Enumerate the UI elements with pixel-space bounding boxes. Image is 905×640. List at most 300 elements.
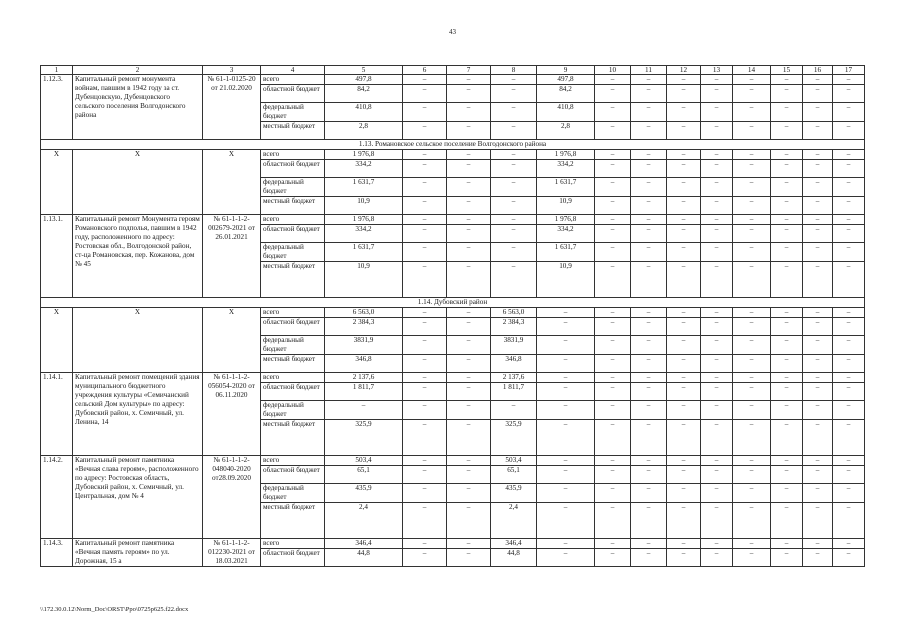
budget-label: областной бюджет (261, 466, 325, 484)
dash-col-9: – (537, 539, 595, 549)
value-col-5: 65,1 (325, 466, 403, 484)
dash-col-12: – (667, 466, 701, 484)
dash-col-13: – (701, 103, 733, 122)
dash-col-7: – (447, 85, 491, 103)
dash-col-11: – (631, 308, 667, 318)
dash-col-11: – (631, 103, 667, 122)
dash-col-7: – (447, 243, 491, 262)
value-col-5: 1 976,8 (325, 150, 403, 160)
dash-col-6: – (403, 178, 447, 197)
row-code: Х (41, 308, 73, 373)
document-number: № 61-1-0125-20 от 21.02.2020 (203, 75, 261, 140)
dash-col-10: – (595, 539, 631, 549)
value-col-9: 1 631,7 (537, 178, 595, 197)
dash-col-16: – (803, 85, 833, 103)
dash-col-11: – (631, 122, 667, 140)
dash-col-16: – (803, 456, 833, 466)
budget-label: областной бюджет (261, 549, 325, 567)
dash-col-15: – (771, 150, 803, 160)
dash-col-6: – (403, 503, 447, 539)
dash-col-15: – (771, 197, 803, 215)
dash-col-6: – (403, 122, 447, 140)
object-name: Х (73, 308, 203, 373)
value-col-9: 1 631,7 (537, 243, 595, 262)
dash-col-11: – (631, 85, 667, 103)
object-name: Капитальный ремонт Монумента героям Романовского подполья, павшим в 1942 году, расположенного по адресу: Ростовская обл., Волгодонской район, ст-ца Романовская, пер. Кожанова, дом № 45 (73, 215, 203, 298)
column-number-13: 13 (701, 66, 733, 75)
dash-col-11: – (631, 75, 667, 85)
column-number-8: 8 (491, 66, 537, 75)
dash-col-8: – (491, 178, 537, 197)
section-title: 1.14. Дубовский район (41, 298, 865, 308)
dash-col-16: – (803, 225, 833, 243)
budget-label: областной бюджет (261, 225, 325, 243)
dash-col-11: – (631, 539, 667, 549)
dash-col-7: – (447, 503, 491, 539)
dash-col-7: – (447, 355, 491, 373)
value-col-5: 1 631,7 (325, 243, 403, 262)
dash-col-12: – (667, 150, 701, 160)
dash-col-9: – (537, 308, 595, 318)
dash-col-16: – (803, 383, 833, 401)
dash-col-17: – (833, 336, 865, 355)
budget-label: местный бюджет (261, 197, 325, 215)
value-col-8: 6 563,0 (491, 308, 537, 318)
value-col-5: 2 137,6 (325, 373, 403, 383)
dash-col-6: – (403, 75, 447, 85)
dash-col-7: – (447, 178, 491, 197)
dash-col-10: – (595, 262, 631, 298)
dash-col-17: – (833, 103, 865, 122)
dash-col-10: – (595, 243, 631, 262)
dash-col-14: – (733, 225, 771, 243)
dash-col-14: – (733, 215, 771, 225)
dash-col-17: – (833, 503, 865, 539)
budget-label: местный бюджет (261, 262, 325, 298)
dash-col-10: – (595, 549, 631, 567)
dash-col-15: – (771, 336, 803, 355)
budget-label: местный бюджет (261, 503, 325, 539)
dash-col-13: – (701, 197, 733, 215)
dash-col-15: – (771, 178, 803, 197)
dash-col-11: – (631, 503, 667, 539)
dash-col-14: – (733, 549, 771, 567)
dash-col-6: – (403, 225, 447, 243)
dash-col-13: – (701, 503, 733, 539)
value-col-5: 10,9 (325, 262, 403, 298)
column-number-4: 4 (261, 66, 325, 75)
column-number-14: 14 (733, 66, 771, 75)
dash-col-9: – (537, 355, 595, 373)
column-number-1: 1 (41, 66, 73, 75)
value-col-8: 1 811,7 (491, 383, 537, 401)
dash-col-7: – (447, 197, 491, 215)
dash-col-11: – (631, 383, 667, 401)
document-number: № 61-1-1-2-012230-2021 от 18.03.2021 (203, 539, 261, 567)
dash-col-11: – (631, 150, 667, 160)
dash-col-7: – (447, 456, 491, 466)
value-col-8: 44,8 (491, 549, 537, 567)
dash-col-17: – (833, 466, 865, 484)
object-name: Капитальный ремонт памятника «Вечная слава героям», расположенного по адресу: Ростовская область, Дубовский район, х. Семичный, ул. Центральная, дом № 4 (73, 456, 203, 539)
dash-col-17: – (833, 197, 865, 215)
dash-col-14: – (733, 383, 771, 401)
budget-label: федеральный бюджет (261, 243, 325, 262)
dash-col-15: – (771, 549, 803, 567)
value-col-5: 503,4 (325, 456, 403, 466)
dash-col-12: – (667, 549, 701, 567)
dash-col-11: – (631, 178, 667, 197)
column-number-3: 3 (203, 66, 261, 75)
dash-col-11: – (631, 160, 667, 178)
dash-col-9: – (537, 420, 595, 456)
value-col-8: 3831,9 (491, 336, 537, 355)
dash-col-11: – (631, 225, 667, 243)
dash-col-10: – (595, 420, 631, 456)
value-col-9: 2,8 (537, 122, 595, 140)
dash-col-17: – (833, 215, 865, 225)
value-col-5: 3831,9 (325, 336, 403, 355)
dash-col-11: – (631, 318, 667, 336)
dash-col-11: – (631, 197, 667, 215)
dash-col-14: – (733, 539, 771, 549)
dash-col-17: – (833, 420, 865, 456)
dash-col-7: – (447, 549, 491, 567)
dash-col-13: – (701, 383, 733, 401)
dash-col-16: – (803, 503, 833, 539)
dash-col-16: – (803, 243, 833, 262)
dash-col-10: – (595, 197, 631, 215)
budget-table-wrapper (40, 65, 864, 567)
document-number: № 61-1-1-2-002679-2021 от 26.01.2021 (203, 215, 261, 298)
dash-col-15: – (771, 355, 803, 373)
dash-col-13: – (701, 178, 733, 197)
dash-col-13: – (701, 243, 733, 262)
dash-col-13: – (701, 225, 733, 243)
dash-col-13: – (701, 318, 733, 336)
value-col-5: 334,2 (325, 160, 403, 178)
dash-col-7: – (447, 373, 491, 383)
dash-col-16: – (803, 420, 833, 456)
dash-col-17: – (833, 355, 865, 373)
value-col-5: 2,4 (325, 503, 403, 539)
dash-col-6: – (403, 262, 447, 298)
value-col-5: 10,9 (325, 197, 403, 215)
dash-col-11: – (631, 373, 667, 383)
dash-col-14: – (733, 456, 771, 466)
footer-file-path: \\172.30.0.12\Norm_Doc\ORST\Ppo\0725p625.f22.docx (40, 606, 189, 613)
dash-col-13: – (701, 150, 733, 160)
dash-col-8: – (491, 160, 537, 178)
dash-col-13: – (701, 456, 733, 466)
value-col-9: 1 976,8 (537, 150, 595, 160)
dash-col-8: – (491, 85, 537, 103)
dash-col-14: – (733, 503, 771, 539)
budget-label: областной бюджет (261, 160, 325, 178)
dash-col-13: – (701, 420, 733, 456)
dash-col-14: – (733, 178, 771, 197)
table-row (41, 215, 865, 225)
budget-label: местный бюджет (261, 122, 325, 140)
budget-label: федеральный бюджет (261, 401, 325, 420)
dash-col-14: – (733, 150, 771, 160)
dash-col-13: – (701, 549, 733, 567)
dash-col-12: – (667, 373, 701, 383)
dash-col-10: – (595, 160, 631, 178)
dash-col-17: – (833, 484, 865, 503)
dash-col-14: – (733, 318, 771, 336)
dash-col-12: – (667, 420, 701, 456)
budget-label: местный бюджет (261, 355, 325, 373)
value-col-8: 346,4 (491, 539, 537, 549)
budget-label: федеральный бюджет (261, 484, 325, 503)
row-code: 1.14.3. (41, 539, 73, 567)
dash-col-15: – (771, 85, 803, 103)
dash-col-12: – (667, 318, 701, 336)
dash-col-9: – (537, 503, 595, 539)
dash-col-15: – (771, 466, 803, 484)
dash-col-10: – (595, 85, 631, 103)
dash-col-15: – (771, 103, 803, 122)
dash-col-13: – (701, 355, 733, 373)
column-number-11: 11 (631, 66, 667, 75)
dash-col-17: – (833, 318, 865, 336)
dash-col-13: – (701, 75, 733, 85)
budget-label: всего (261, 75, 325, 85)
budget-label: всего (261, 150, 325, 160)
dash-col-12: – (667, 215, 701, 225)
budget-label: федеральный бюджет (261, 178, 325, 197)
dash-col-12: – (667, 85, 701, 103)
value-col-9: 410,8 (537, 103, 595, 122)
dash-col-14: – (733, 103, 771, 122)
dash-col-11: – (631, 549, 667, 567)
dash-col-13: – (701, 215, 733, 225)
dash-col-11: – (631, 484, 667, 503)
dash-col-7: – (447, 420, 491, 456)
budget-label: всего (261, 308, 325, 318)
dash-col-13: – (701, 308, 733, 318)
value-col-9: 334,2 (537, 160, 595, 178)
budget-label: областной бюджет (261, 318, 325, 336)
dash-col-14: – (733, 160, 771, 178)
dash-col-17: – (833, 122, 865, 140)
value-col-8: 65,1 (491, 466, 537, 484)
dash-col-6: – (403, 197, 447, 215)
value-col-8: 2 384,3 (491, 318, 537, 336)
dash-col-10: – (595, 355, 631, 373)
dash-col-10: – (595, 215, 631, 225)
dash-col-13: – (701, 466, 733, 484)
dash-col-15: – (771, 401, 803, 420)
dash-col-15: – (771, 160, 803, 178)
dash-col-7: – (447, 336, 491, 355)
column-number-17: 17 (833, 66, 865, 75)
value-col-8: 503,4 (491, 456, 537, 466)
dash-col-7: – (447, 75, 491, 85)
dash-col-12: – (667, 539, 701, 549)
dash-col-14: – (733, 401, 771, 420)
table-row (41, 308, 865, 318)
dash-col-13: – (701, 484, 733, 503)
dash-col-11: – (631, 401, 667, 420)
dash-col-14: – (733, 336, 771, 355)
dash-col-14: – (733, 484, 771, 503)
dash-col-17: – (833, 85, 865, 103)
table-row (41, 456, 865, 466)
value-col-8: 2,4 (491, 503, 537, 539)
dash-col-8: – (491, 243, 537, 262)
dash-col-16: – (803, 466, 833, 484)
dash-col-14: – (733, 85, 771, 103)
column-number-2: 2 (73, 66, 203, 75)
dash-col-16: – (803, 150, 833, 160)
table-row (41, 373, 865, 383)
dash-col-12: – (667, 484, 701, 503)
dash-col-17: – (833, 262, 865, 298)
section-row (41, 298, 865, 308)
dash-col-12: – (667, 243, 701, 262)
row-code: 1.12.3. (41, 75, 73, 140)
dash-col-15: – (771, 225, 803, 243)
dash-col-10: – (595, 383, 631, 401)
dash-col-17: – (833, 308, 865, 318)
dash-col-14: – (733, 122, 771, 140)
object-name: Капитальный ремонт монумента войнам, павшим в 1942 году за ст. Дубенцовскую, Дубенцовского сельского поселения Волгодонского района (73, 75, 203, 140)
budget-table (40, 65, 865, 567)
value-col-5: 334,2 (325, 225, 403, 243)
dash-col-7: – (447, 262, 491, 298)
dash-col-14: – (733, 308, 771, 318)
dash-col-16: – (803, 160, 833, 178)
dash-col-7: – (447, 103, 491, 122)
dash-col-17: – (833, 243, 865, 262)
dash-col-7: – (447, 383, 491, 401)
dash-col-8: – (491, 262, 537, 298)
value-col-9: 334,2 (537, 225, 595, 243)
row-code: 1.13.1. (41, 215, 73, 298)
dash-col-6: – (403, 318, 447, 336)
dash-col-11: – (631, 466, 667, 484)
dash-col-10: – (595, 456, 631, 466)
dash-col-16: – (803, 122, 833, 140)
column-number-12: 12 (667, 66, 701, 75)
dash-col-6: – (403, 401, 447, 420)
value-col-8: 325,9 (491, 420, 537, 456)
dash-col-7: – (447, 484, 491, 503)
budget-label: всего (261, 373, 325, 383)
value-col-9: 497,8 (537, 75, 595, 85)
dash-col-15: – (771, 456, 803, 466)
value-col-5: 1 811,7 (325, 383, 403, 401)
value-col-9: 10,9 (537, 197, 595, 215)
dash-col-17: – (833, 401, 865, 420)
dash-col-6: – (403, 456, 447, 466)
value-col-8: 435,9 (491, 484, 537, 503)
dash-col-15: – (771, 484, 803, 503)
dash-col-16: – (803, 401, 833, 420)
value-col-5: 410,8 (325, 103, 403, 122)
dash-col-17: – (833, 75, 865, 85)
dash-col-15: – (771, 539, 803, 549)
dash-col-13: – (701, 160, 733, 178)
column-number-16: 16 (803, 66, 833, 75)
dash-col-12: – (667, 160, 701, 178)
dash-col-9: – (537, 373, 595, 383)
value-col-5: 497,8 (325, 75, 403, 85)
dash-col-8: – (491, 122, 537, 140)
value-col-5: 325,9 (325, 420, 403, 456)
dash-col-17: – (833, 225, 865, 243)
dash-col-15: – (771, 262, 803, 298)
dash-col-11: – (631, 215, 667, 225)
dash-col-16: – (803, 336, 833, 355)
dash-col-15: – (771, 383, 803, 401)
dash-col-14: – (733, 262, 771, 298)
row-code: 1.14.2. (41, 456, 73, 539)
dash-col-14: – (733, 355, 771, 373)
value-col-5: 2,8 (325, 122, 403, 140)
dash-col-14: – (733, 420, 771, 456)
value-col-8: 346,8 (491, 355, 537, 373)
dash-col-11: – (631, 355, 667, 373)
value-col-9: 1 976,8 (537, 215, 595, 225)
column-number-5: 5 (325, 66, 403, 75)
value-col-5: 84,2 (325, 85, 403, 103)
object-name: Капитальный ремонт памятника «Вечная память героям» по ул. Дорожная, 15 а (73, 539, 203, 567)
dash-col-16: – (803, 215, 833, 225)
dash-col-7: – (447, 225, 491, 243)
dash-col-10: – (595, 103, 631, 122)
dash-col-7: – (447, 308, 491, 318)
row-code: Х (41, 150, 73, 215)
dash-col-6: – (403, 160, 447, 178)
dash-col-12: – (667, 336, 701, 355)
dash-col-9: – (537, 466, 595, 484)
dash-col-11: – (631, 243, 667, 262)
dash-col-15: – (771, 122, 803, 140)
dash-col-15: – (771, 243, 803, 262)
dash-col-7: – (447, 318, 491, 336)
column-number-9: 9 (537, 66, 595, 75)
dash-col-12: – (667, 503, 701, 539)
dash-col-10: – (595, 318, 631, 336)
dash-col-7: – (447, 122, 491, 140)
table-row (41, 75, 865, 85)
page-number: 43 (449, 28, 456, 36)
dash-col-14: – (733, 75, 771, 85)
dash-col-7: – (447, 160, 491, 178)
dash-col-8: – (491, 225, 537, 243)
dash-col-17: – (833, 383, 865, 401)
value-col-9: 10,9 (537, 262, 595, 298)
dash-col-9: – (537, 484, 595, 503)
dash-col-9: – (537, 383, 595, 401)
column-number-row (41, 66, 865, 75)
dash-col-6: – (403, 383, 447, 401)
dash-col-16: – (803, 318, 833, 336)
value-col-5: 1 976,8 (325, 215, 403, 225)
dash-col-6: – (403, 373, 447, 383)
value-col-5: 1 631,7 (325, 178, 403, 197)
budget-label: областной бюджет (261, 383, 325, 401)
dash-col-17: – (833, 539, 865, 549)
dash-col-13: – (701, 373, 733, 383)
budget-label: всего (261, 215, 325, 225)
dash-col-8: – (491, 75, 537, 85)
value-col-8: – (491, 401, 537, 420)
dash-col-12: – (667, 401, 701, 420)
